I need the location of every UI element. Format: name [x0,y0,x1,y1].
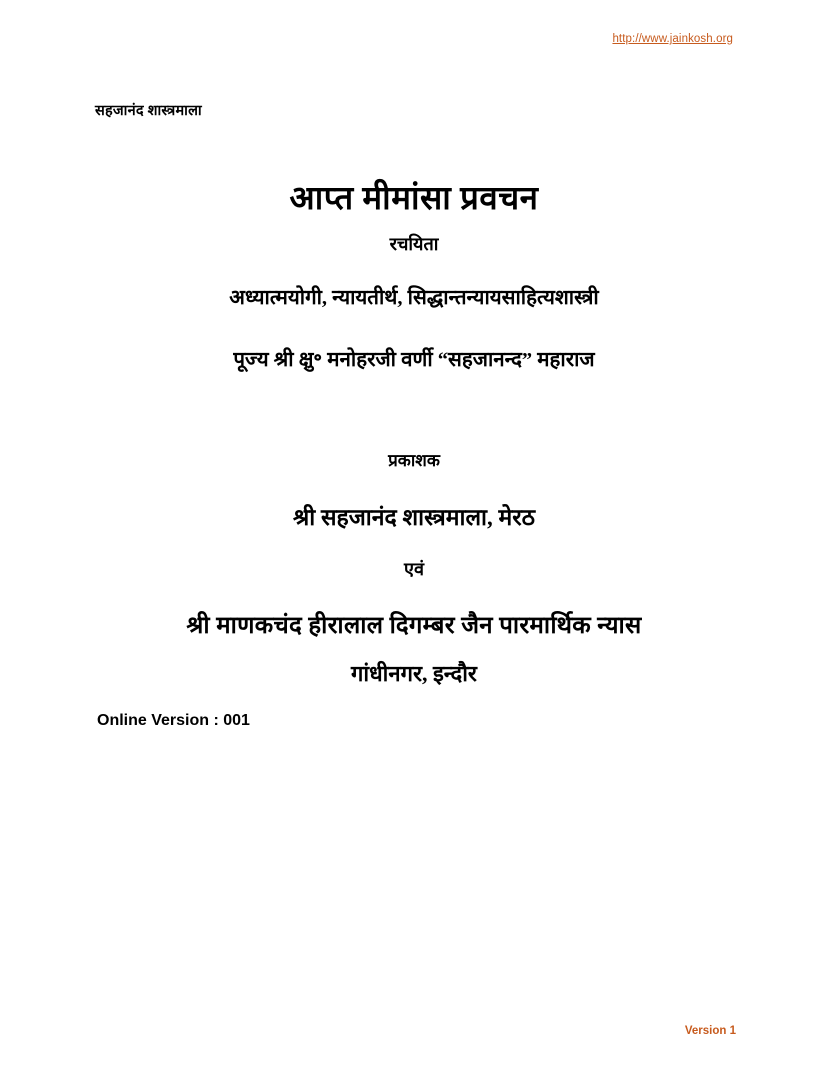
page-title: आप्त मीमांसा प्रवचन [289,181,539,218]
publisher-name: श्री सहजानंद शास्त्रमाला, मेरठ [292,505,536,530]
website-url-link[interactable]: http://www.jainkosh.org [612,33,733,45]
publisher-trust-name: श्री माणकचंद हीरालाल दिगम्बर जैन पारमार्थिक न्यास [186,613,642,639]
author-credentials: अध्यात्मयोगी, न्यायतीर्थ, सिद्धान्तन्यायसाहित्यशास्त्री [229,287,599,309]
footer-version-label: Version 1 [684,1025,736,1037]
author-name: पूज्य श्री क्षु॰ मनोहरजी वर्णी “सहजानन्द” महाराज [233,349,595,371]
publisher-label: प्रकाशक [388,451,440,470]
publisher-conjunction: एवं [404,559,424,579]
author-label: रचयिता [389,234,439,254]
online-version-label: Online Version : 001 [97,712,250,729]
publisher-city: गांधीनगर, इन्दौर [351,661,477,686]
series-name: सहजानंद शास्त्रमाला [95,103,202,119]
